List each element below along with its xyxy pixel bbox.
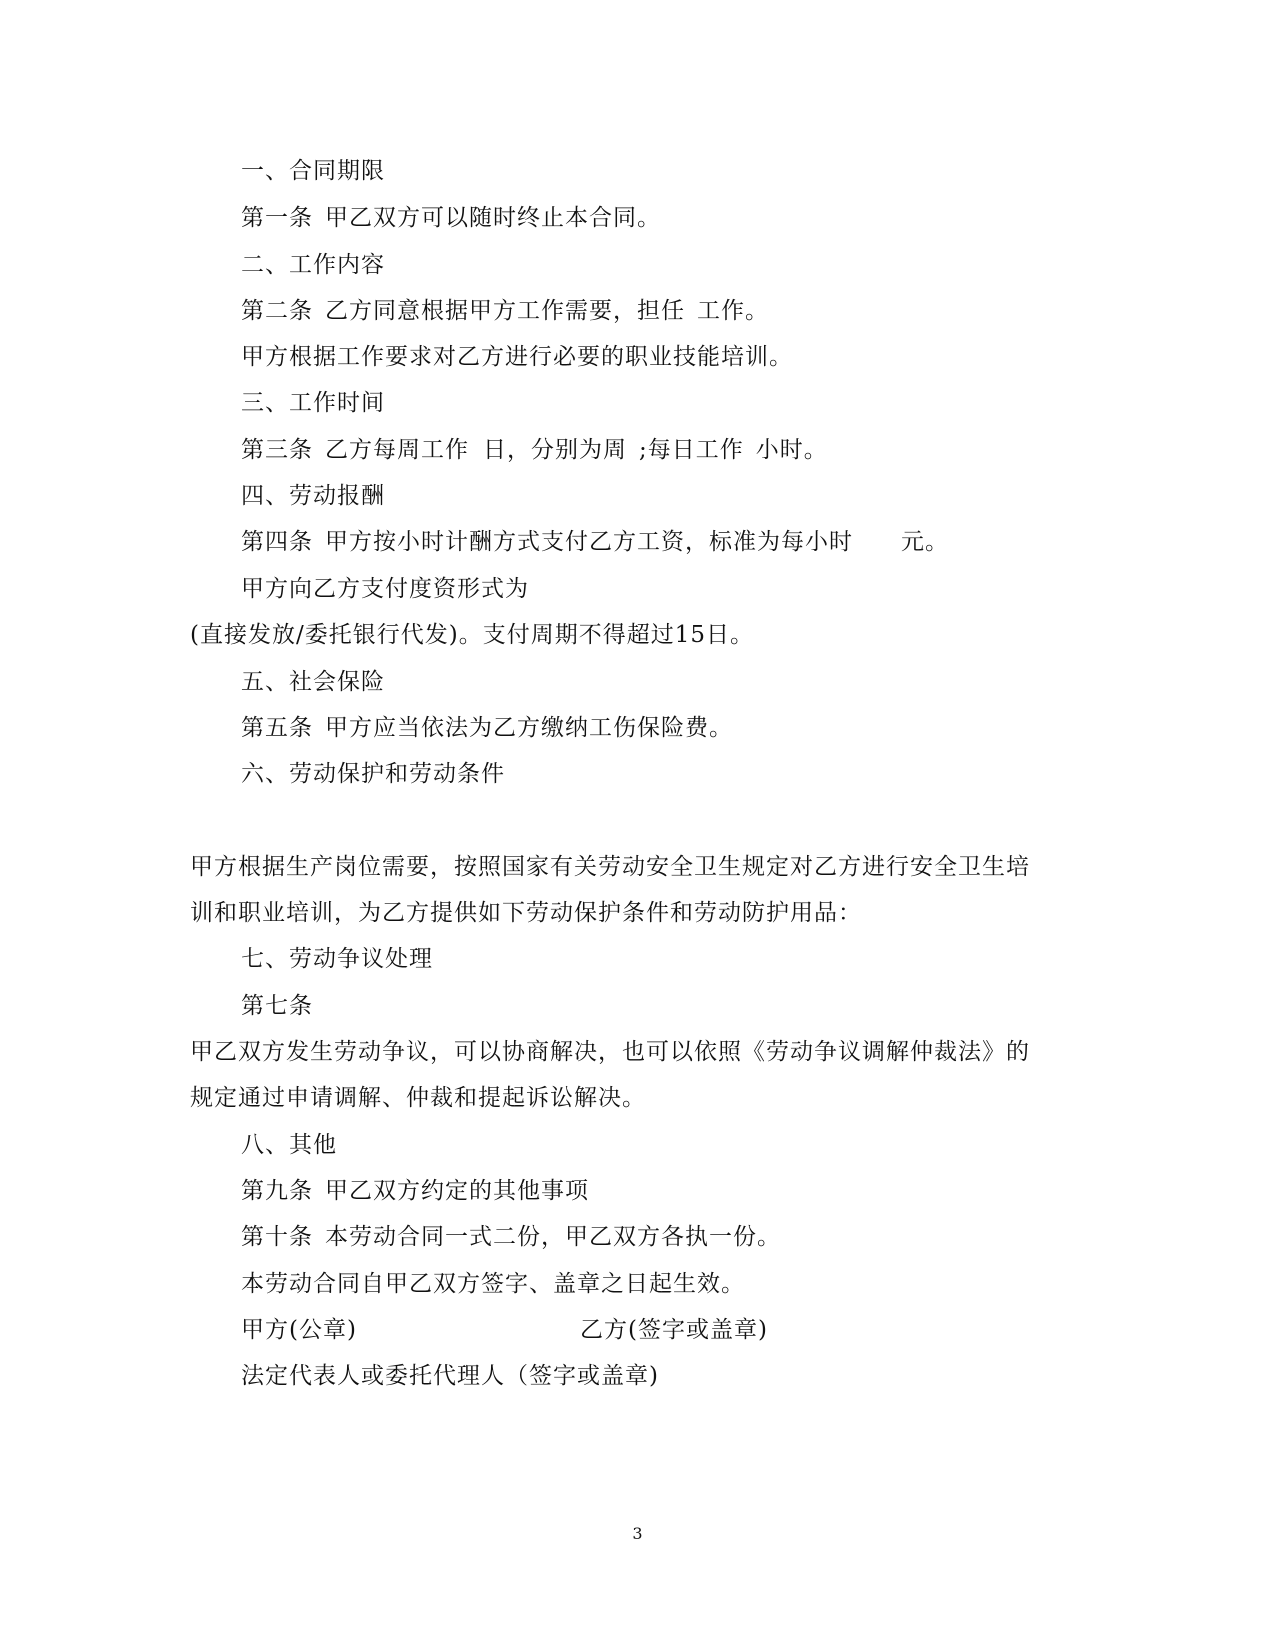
article-text: 甲乙双方可以随时终止本合同。 <box>325 205 661 231</box>
article-text: 乙方每周工作 <box>325 437 469 463</box>
article-number: 第五条 <box>241 715 313 741</box>
article-2 <box>241 296 769 326</box>
article-number: 第二条 <box>241 298 313 324</box>
article-text: 乙方同意根据甲方工作需要，担任 <box>325 298 685 324</box>
article-text: 甲方按小时计酬方式支付乙方工资，标准为每小时 <box>325 529 853 555</box>
line-text: 四、劳动报酬 <box>241 483 385 509</box>
line-text: 训和职业培训，为乙方提供如下劳动保护条件和劳动防护用品： <box>190 900 862 926</box>
article-number: 第九条 <box>241 1178 313 1204</box>
line-text: 法定代表人或委托代理人（签字或盖章) <box>241 1363 659 1389</box>
line-text: 乙方(签字或盖章) <box>580 1317 768 1343</box>
line-text: 甲方向乙方支付度资形式为 <box>241 576 529 602</box>
article-number: 第十条 <box>241 1224 313 1250</box>
line-text: 甲方(公章) <box>241 1317 357 1343</box>
labor-protection-paragraph-line-2 <box>190 898 862 928</box>
article-number: 第七条 <box>241 993 313 1019</box>
page-number: 3 <box>632 1524 643 1543</box>
line-text: 甲方根据生产岗位需要，按照国家有关劳动安全卫生规定对乙方进行安全卫生培 <box>190 854 1030 880</box>
section-heading-work-content <box>241 250 385 280</box>
line-text: 甲方根据工作要求对乙方进行必要的职业技能培训。 <box>241 344 793 370</box>
article-7-number <box>241 991 313 1021</box>
payment-form-paragraph <box>241 574 529 604</box>
line-text: 五、社会保险 <box>241 669 385 695</box>
section-heading-work-time <box>241 388 385 418</box>
article-9 <box>241 1176 589 1206</box>
section-heading-social-insurance <box>241 667 385 697</box>
dispute-paragraph-line-2 <box>190 1083 646 1113</box>
article-1 <box>241 203 661 233</box>
article-text-end: 小时。 <box>755 437 828 463</box>
effective-clause <box>241 1269 745 1299</box>
article-text: 甲乙双方约定的其他事项 <box>325 1178 589 1204</box>
section-heading-other <box>241 1130 337 1160</box>
article-number: 第四条 <box>241 529 313 555</box>
article-number: 第一条 <box>241 205 313 231</box>
article-text: 本劳动合同一式二份，甲乙双方各执一份。 <box>325 1224 781 1250</box>
line-text: 六、劳动保护和劳动条件 <box>241 761 505 787</box>
section-heading-labor-protection <box>241 759 505 789</box>
payment-cycle-paragraph <box>190 620 754 650</box>
section-heading-dispute <box>241 944 433 974</box>
dispute-paragraph-line-1 <box>190 1037 1030 1067</box>
line-text: 本劳动合同自甲乙双方签字、盖章之日起生效。 <box>241 1271 745 1297</box>
article-text-days: 日，分别为周 <box>483 437 627 463</box>
line-text: 规定通过申请调解、仲裁和提起诉讼解决。 <box>190 1085 646 1111</box>
line-text: 八、其他 <box>241 1132 337 1158</box>
labor-protection-paragraph-line-1 <box>190 852 1030 882</box>
line-text: 三、工作时间 <box>241 390 385 416</box>
signature-party-a <box>241 1315 357 1345</box>
article-text-hours: ;每日工作 <box>639 437 744 463</box>
line-text: 一、合同期限 <box>241 158 385 184</box>
signature-party-b <box>580 1315 768 1345</box>
article-number: 第三条 <box>241 437 313 463</box>
training-paragraph <box>241 342 793 372</box>
article-3 <box>241 435 828 465</box>
section-heading-contract-term <box>241 156 385 186</box>
line-text: 二、工作内容 <box>241 252 385 278</box>
article-10 <box>241 1222 781 1252</box>
legal-representative-signature <box>241 1361 659 1391</box>
article-4 <box>241 527 949 557</box>
line-text: (直接发放/委托银行代发)。支付周期不得超过15日。 <box>190 622 754 648</box>
article-5 <box>241 713 733 743</box>
line-text: 七、劳动争议处理 <box>241 946 433 972</box>
article-text-end: 元。 <box>901 529 949 555</box>
article-text: 甲方应当依法为乙方缴纳工伤保险费。 <box>325 715 733 741</box>
line-text: 甲乙双方发生劳动争议，可以协商解决，也可以依照《劳动争议调解仲裁法》的 <box>190 1039 1030 1065</box>
article-text-end: 工作。 <box>697 298 769 324</box>
section-heading-remuneration <box>241 481 385 511</box>
